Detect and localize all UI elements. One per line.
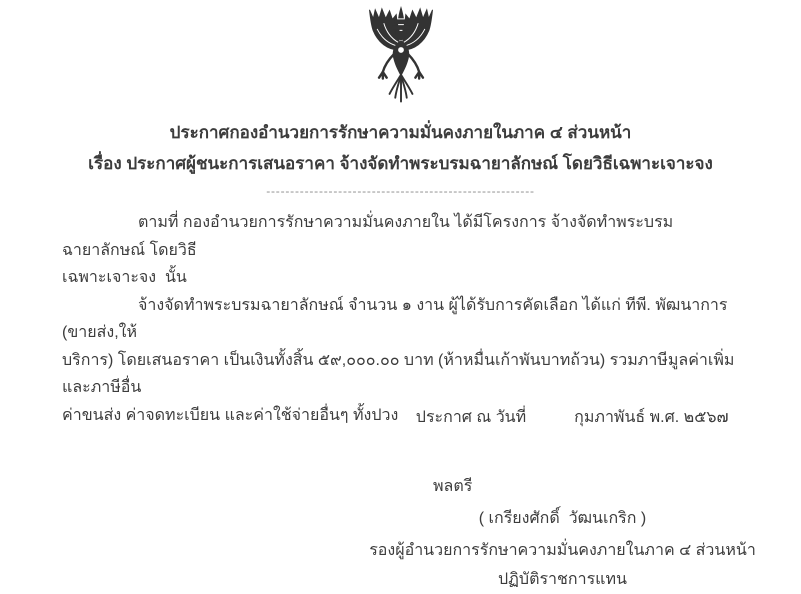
date-prefix: ประกาศ ณ วันที่ — [415, 409, 527, 426]
date-suffix: กุมภาพันธ์ พ.ศ. ๒๕๖๗ — [574, 409, 729, 426]
paragraph1-line1: ตามที่ กองอำนวยการรักษาความมั่นคงภายใน ได้มีโครงการ จ้างจัดทำพระบรมฉายาลักษณ์ โดยวิธี — [62, 214, 674, 259]
document-title: ประกาศกองอำนวยการรักษาความมั่นคงภายในภาค ๔ ส่วนหน้า — [169, 123, 632, 142]
paragraph2-line2: บริการ) โดยเสนอราคา เป็นเงินทั้งสิ้น ๕๙,๐๐๐.๐๐ บาท (ห้าหมื่นเก้าพันบาทถ้วน) รวมภาษีมูลค่าเพิ่มและภาษีอื่น — [62, 351, 735, 396]
acting-on-behalf-note: ปฏิบัติราชการแทน — [498, 571, 627, 588]
paragraph1-line2: เฉพาะเจาะจง นั้น — [62, 269, 187, 286]
garuda-emblem-icon — [353, 6, 449, 113]
emblem-container — [0, 6, 801, 113]
document-header — [0, 117, 801, 199]
signature-name: ( เกรียงศักดิ์ วัฒนเกริก ) — [478, 510, 647, 527]
signature-rank: พลตรี — [433, 478, 473, 495]
dashed-divider: -------------------------------------------------------- — [266, 184, 535, 198]
paragraph2-line3: ค่าขนส่ง ค่าจดทะเบียน และค่าใช้จ่ายอื่นๆ ทั้งปวง — [62, 406, 399, 424]
signature-position: รองผู้อำนวยการรักษาความมั่นคงภายในภาค ๔ ส่วนหน้า — [369, 542, 756, 559]
paragraph2-line1: จ้างจัดทำพระบรมฉายาลักษณ์ จำนวน ๑ งาน ผู้ได้รับการคัดเลือก ได้แก่ ทีพี. พัฒนาการ (ขายส่ง,ให้ — [62, 296, 732, 341]
announcement-date-line — [398, 382, 729, 454]
document-subject: เรื่อง ประกาศผู้ชนะการเสนอราคา จ้างจัดทำพระบรมฉายาลักษณ์ โดยวิธีเฉพาะเจาะจง — [88, 154, 713, 173]
signature-block — [330, 472, 795, 594]
